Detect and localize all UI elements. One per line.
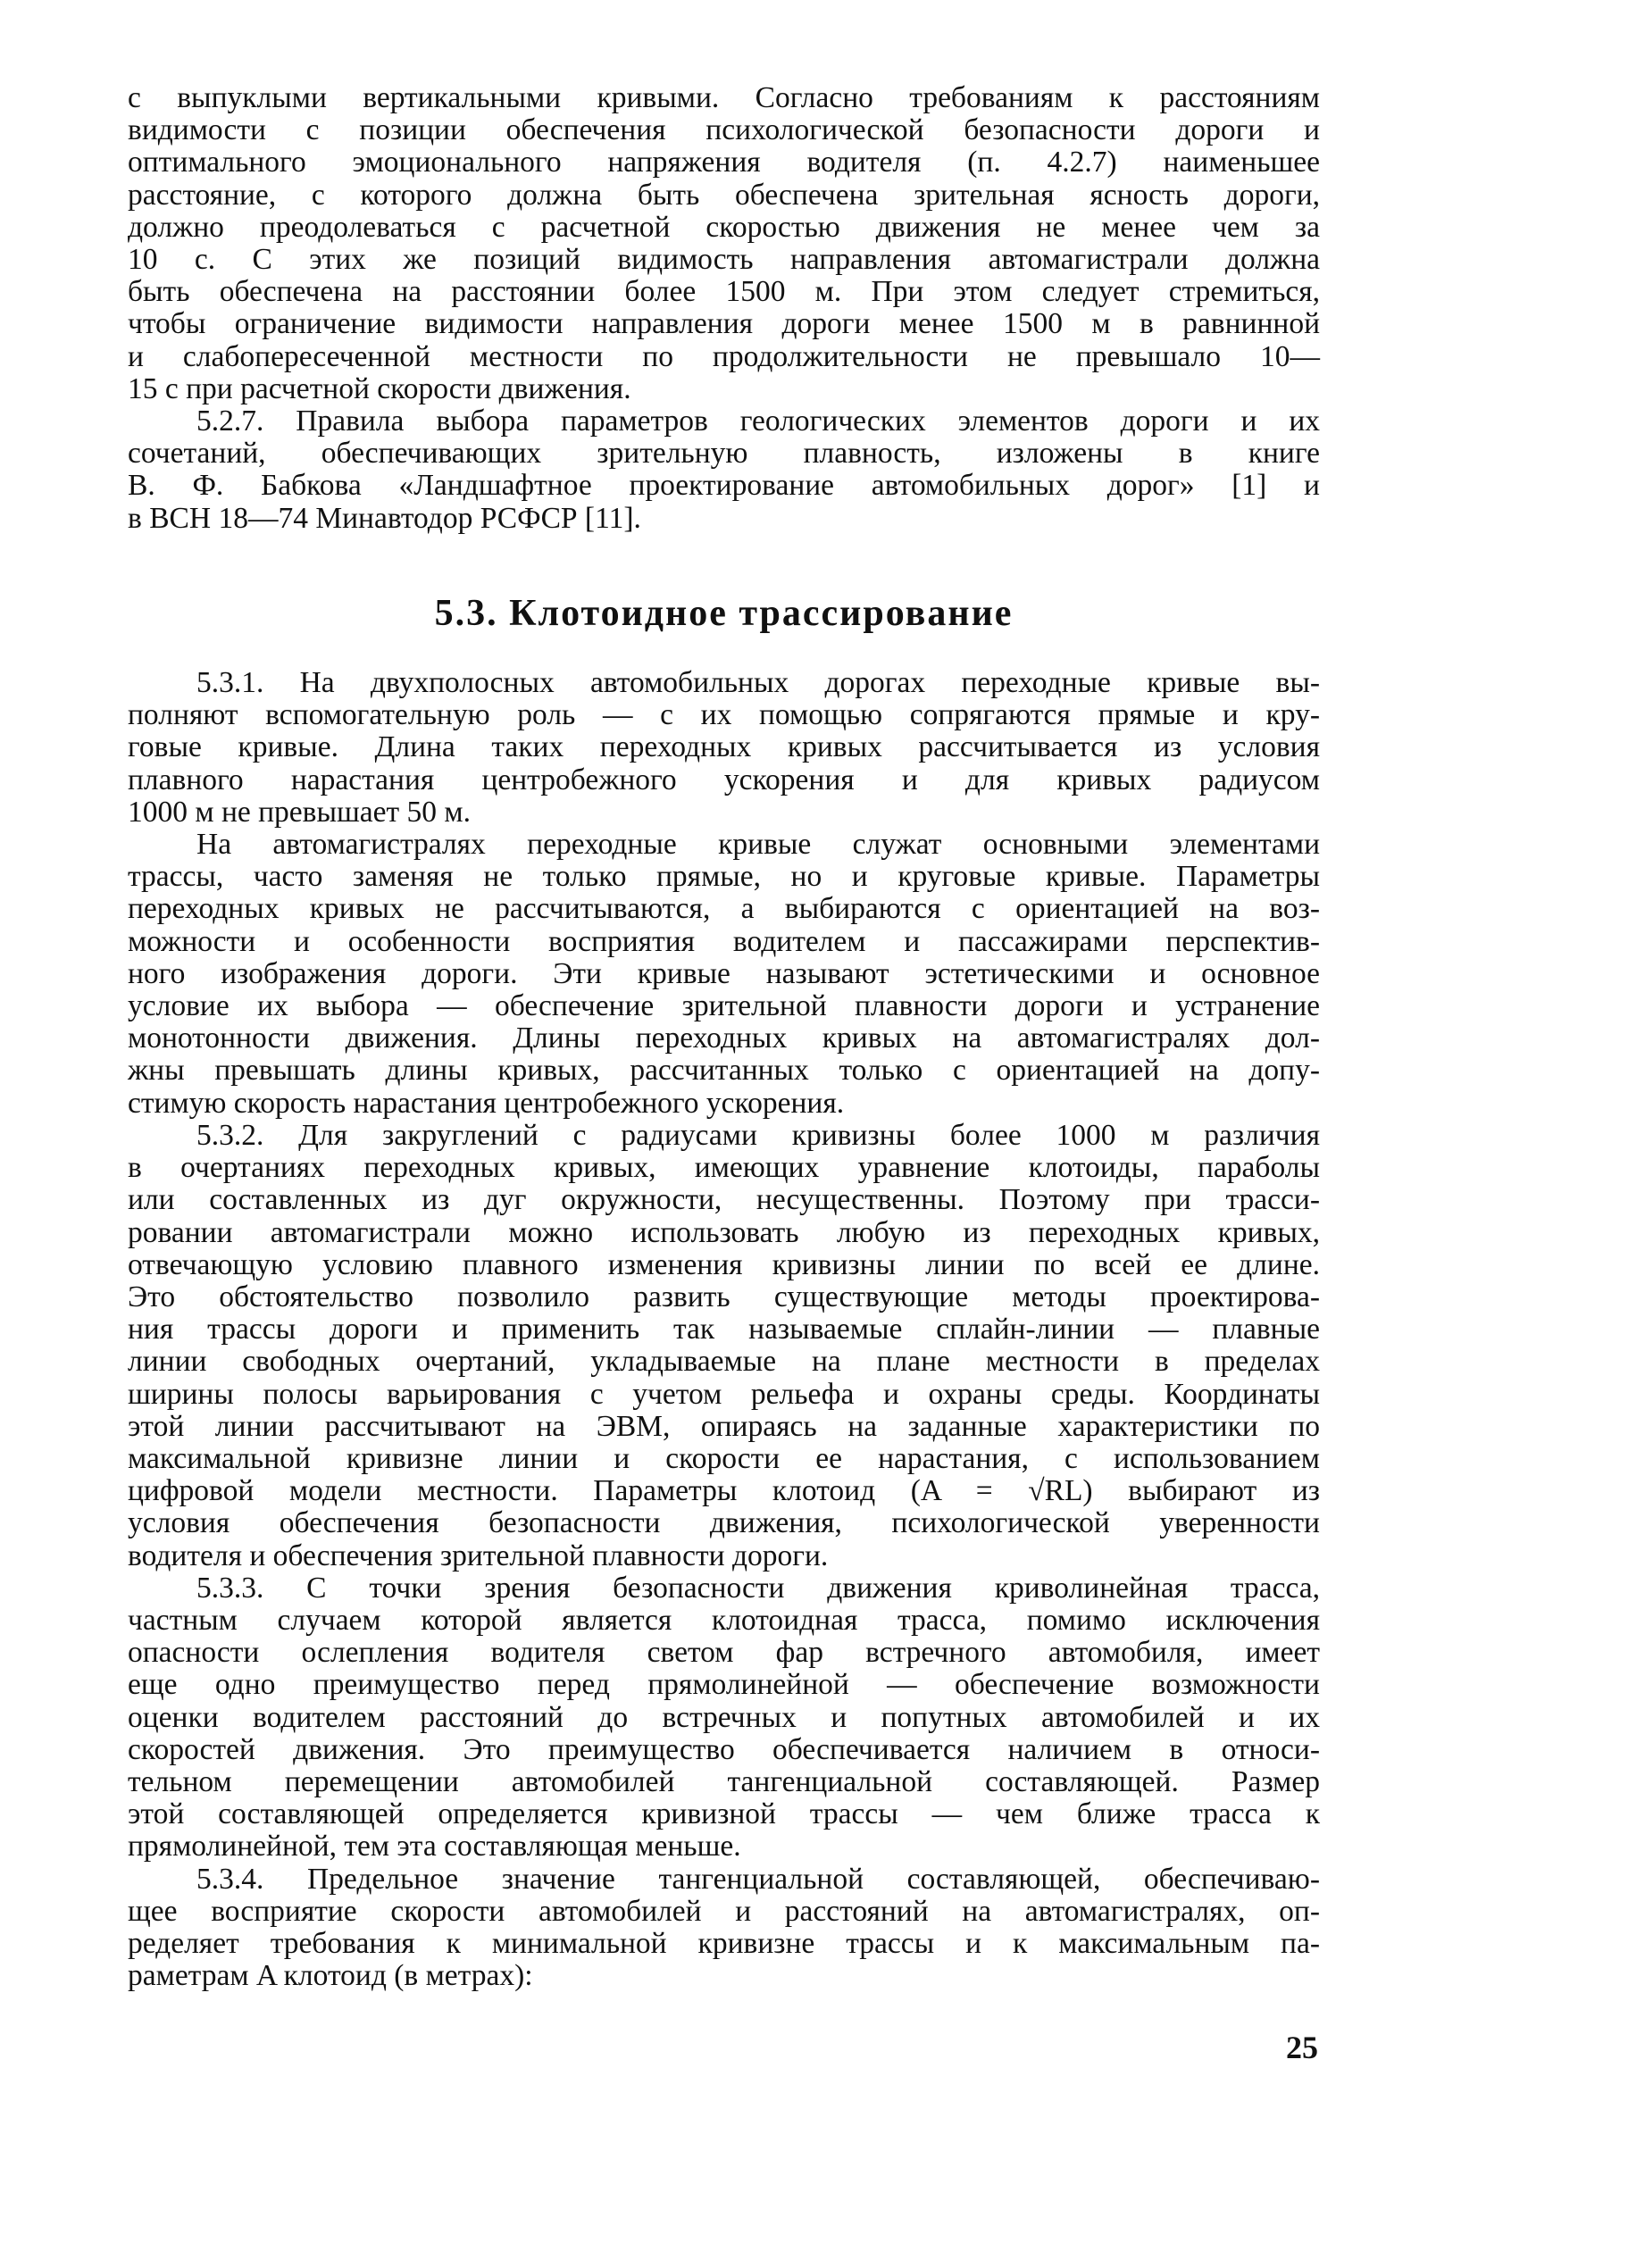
- text-line: еще одно преимущество перед прямолинейной — обеспечение возможности: [128, 1668, 1320, 1702]
- text-line: жны превышать длины кривых, рассчитанных только с ориентацией на допу-: [128, 1054, 1320, 1088]
- text-line: оценки водителем расстояний до встречных и попутных автомобилей и их: [128, 1700, 1320, 1734]
- text-line: линии свободных очертаний, укладываемые на плане местности в пределах: [128, 1345, 1320, 1379]
- text-line: стимую скорость нарастания центробежного ускорения.: [128, 1086, 845, 1120]
- text-line: На автомагистралях переходные кривые служат основными элементами: [196, 828, 1320, 862]
- text-line: 5.3.2. Для закруглений с радиусами кривизны более 1000 м различия: [196, 1118, 1320, 1152]
- text-line: тельном перемещении автомобилей тангенциальной составляющей. Размер: [128, 1764, 1320, 1798]
- text-line: плавного нарастания центробежного ускорения и для кривых радиусом: [128, 763, 1320, 796]
- text-line: водителя и обеспечения зрительной плавности дороги.: [128, 1538, 829, 1572]
- text-line: 15 с при расчетной скорости движения.: [128, 371, 631, 405]
- text-line: 1000 м не превышает 50 м.: [128, 795, 471, 829]
- text-line: максимальной кривизне линии и скорости ее нарастания, с использованием: [128, 1441, 1320, 1475]
- text-line: ного изображения дороги. Эти кривые называют эстетическими и основное: [128, 956, 1320, 990]
- text-line: или составленных из дуг окружности, несущественны. Поэтому при трасси-: [128, 1183, 1320, 1217]
- text-line: условия обеспечения безопасности движения, психологической уверенности: [128, 1506, 1320, 1540]
- paragraph-5-3-2: [128, 1120, 1320, 1572]
- section-heading: 5.3. Клотоидное трассирование: [434, 592, 1014, 634]
- formula-line: цифровой модели местности. Параметры клотоид (A = √RL) выбирают из: [128, 1474, 1320, 1508]
- text-line: в ВСН 18—74 Минавтодор РСФСР [11].: [128, 501, 641, 535]
- text-line: частным случаем которой является клотоидная трасса, помимо исключения: [128, 1603, 1320, 1637]
- text-line: скоростей движения. Это преимущество обеспечивается наличием в относи-: [128, 1732, 1320, 1766]
- text-line: 5.3.3. С точки зрения безопасности движения криволинейная трасса,: [196, 1571, 1320, 1605]
- text-line: ровании автомагистрали можно использовать любую из переходных кривых,: [128, 1215, 1320, 1249]
- text-line: монотонности движения. Длины переходных кривых на автомагистралях дол-: [128, 1021, 1320, 1055]
- text-line: щее восприятие скорости автомобилей и расстояний на автомагистралях, оп-: [128, 1894, 1320, 1928]
- text-line: опасности ослепления водителя светом фар встречного автомобиля, имеет: [128, 1636, 1320, 1670]
- text-line: этой линии рассчитывают на ЭВМ, опираясь на заданные характеристики по: [128, 1409, 1320, 1443]
- text-line: 5.2.7. Правила выбора параметров геологических элементов дороги и их: [196, 404, 1320, 438]
- paragraph-5-3-3: [128, 1572, 1320, 1864]
- text-line: В. Ф. Бабкова «Ландшафтное проектирование автомобильных дорог» [1] и: [128, 469, 1320, 503]
- paragraph-intro: [128, 82, 1320, 405]
- text-line: 5.3.1. На двухполосных автомобильных дорогах переходные кривые вы-: [196, 666, 1320, 700]
- text-line: 10 с. С этих же позиций видимость направления автомагистрали должна: [128, 243, 1320, 277]
- text-line: говые кривые. Длина таких переходных кривых рассчитывается из условия: [128, 730, 1320, 764]
- text-line: ния трассы дороги и применить так называемые сплайн-линии — плавные: [128, 1313, 1320, 1347]
- text-line: расстояние, с которого должна быть обеспечена зрительная ясность дороги,: [128, 178, 1320, 212]
- text-line: 5.3.4. Предельное значение тангенциальной составляющей, обеспечиваю-: [196, 1862, 1320, 1896]
- text-line: полняют вспомогательную роль — с их помощью сопрягаются прямые и кру-: [128, 698, 1320, 732]
- text-line: видимости с позиции обеспечения психологической безопасности дороги и: [128, 113, 1320, 147]
- text-line: трассы, часто заменяя не только прямые, но и круговые кривые. Параметры: [128, 860, 1320, 894]
- text-line: раметрам A клотоид (в метрах):: [128, 1959, 533, 1993]
- text-line: условие их выбора — обеспечение зрительной плавности дороги и устранение: [128, 989, 1320, 1023]
- text-line: в очертаниях переходных кривых, имеющих уравнение клотоиды, параболы: [128, 1151, 1320, 1185]
- text-line: оптимального эмоционального напряжения водителя (п. 4.2.7) наименьшее: [128, 146, 1320, 179]
- text-line: сочетаний, обеспечивающих зрительную плавность, изложены в книге: [128, 437, 1320, 471]
- text-line: ширины полосы варьирования с учетом рельефа и охраны среды. Координаты: [128, 1377, 1320, 1411]
- text-column: [128, 82, 1320, 1992]
- text-line: и слабопересеченной местности по продолжительности не превышало 10—: [128, 339, 1320, 373]
- text-line: должно преодолеваться с расчетной скоростью движения не менее чем за: [128, 210, 1320, 244]
- text-line: Это обстоятельство позволило развить существующие методы проектирова-: [128, 1280, 1320, 1313]
- text-line: ределяет требования к минимальной кривизне трассы и к максимальным па-: [128, 1926, 1320, 1960]
- paragraph-5-2-7: [128, 405, 1320, 535]
- paragraph-5-3-1: [128, 667, 1320, 829]
- page-number: 25: [1286, 2030, 1318, 2065]
- text-line: чтобы ограничение видимости направления дороги менее 1500 м в равнинной: [128, 307, 1320, 341]
- paragraph-highways: [128, 829, 1320, 1120]
- text-line: прямолинейной, тем эта составляющая меньше.: [128, 1830, 741, 1864]
- text-line: с выпуклыми вертикальными кривыми. Согласно требованиям к расстояниям: [128, 81, 1320, 114]
- text-line: быть обеспечена на расстоянии более 1500 м. При этом следует стремиться,: [128, 275, 1320, 309]
- text-line: можности и особенности восприятия водителем и пассажирами перспектив-: [128, 924, 1320, 958]
- text-line: отвечающую условию плавного изменения кривизны линии по всей ее длине.: [128, 1247, 1320, 1281]
- text-line: переходных кривых не рассчитываются, а выбираются с ориентацией на воз-: [128, 892, 1320, 926]
- paragraph-5-3-4: [128, 1864, 1320, 1993]
- text-line: этой составляющей определяется кривизной трассы — чем ближе трасса к: [128, 1797, 1320, 1831]
